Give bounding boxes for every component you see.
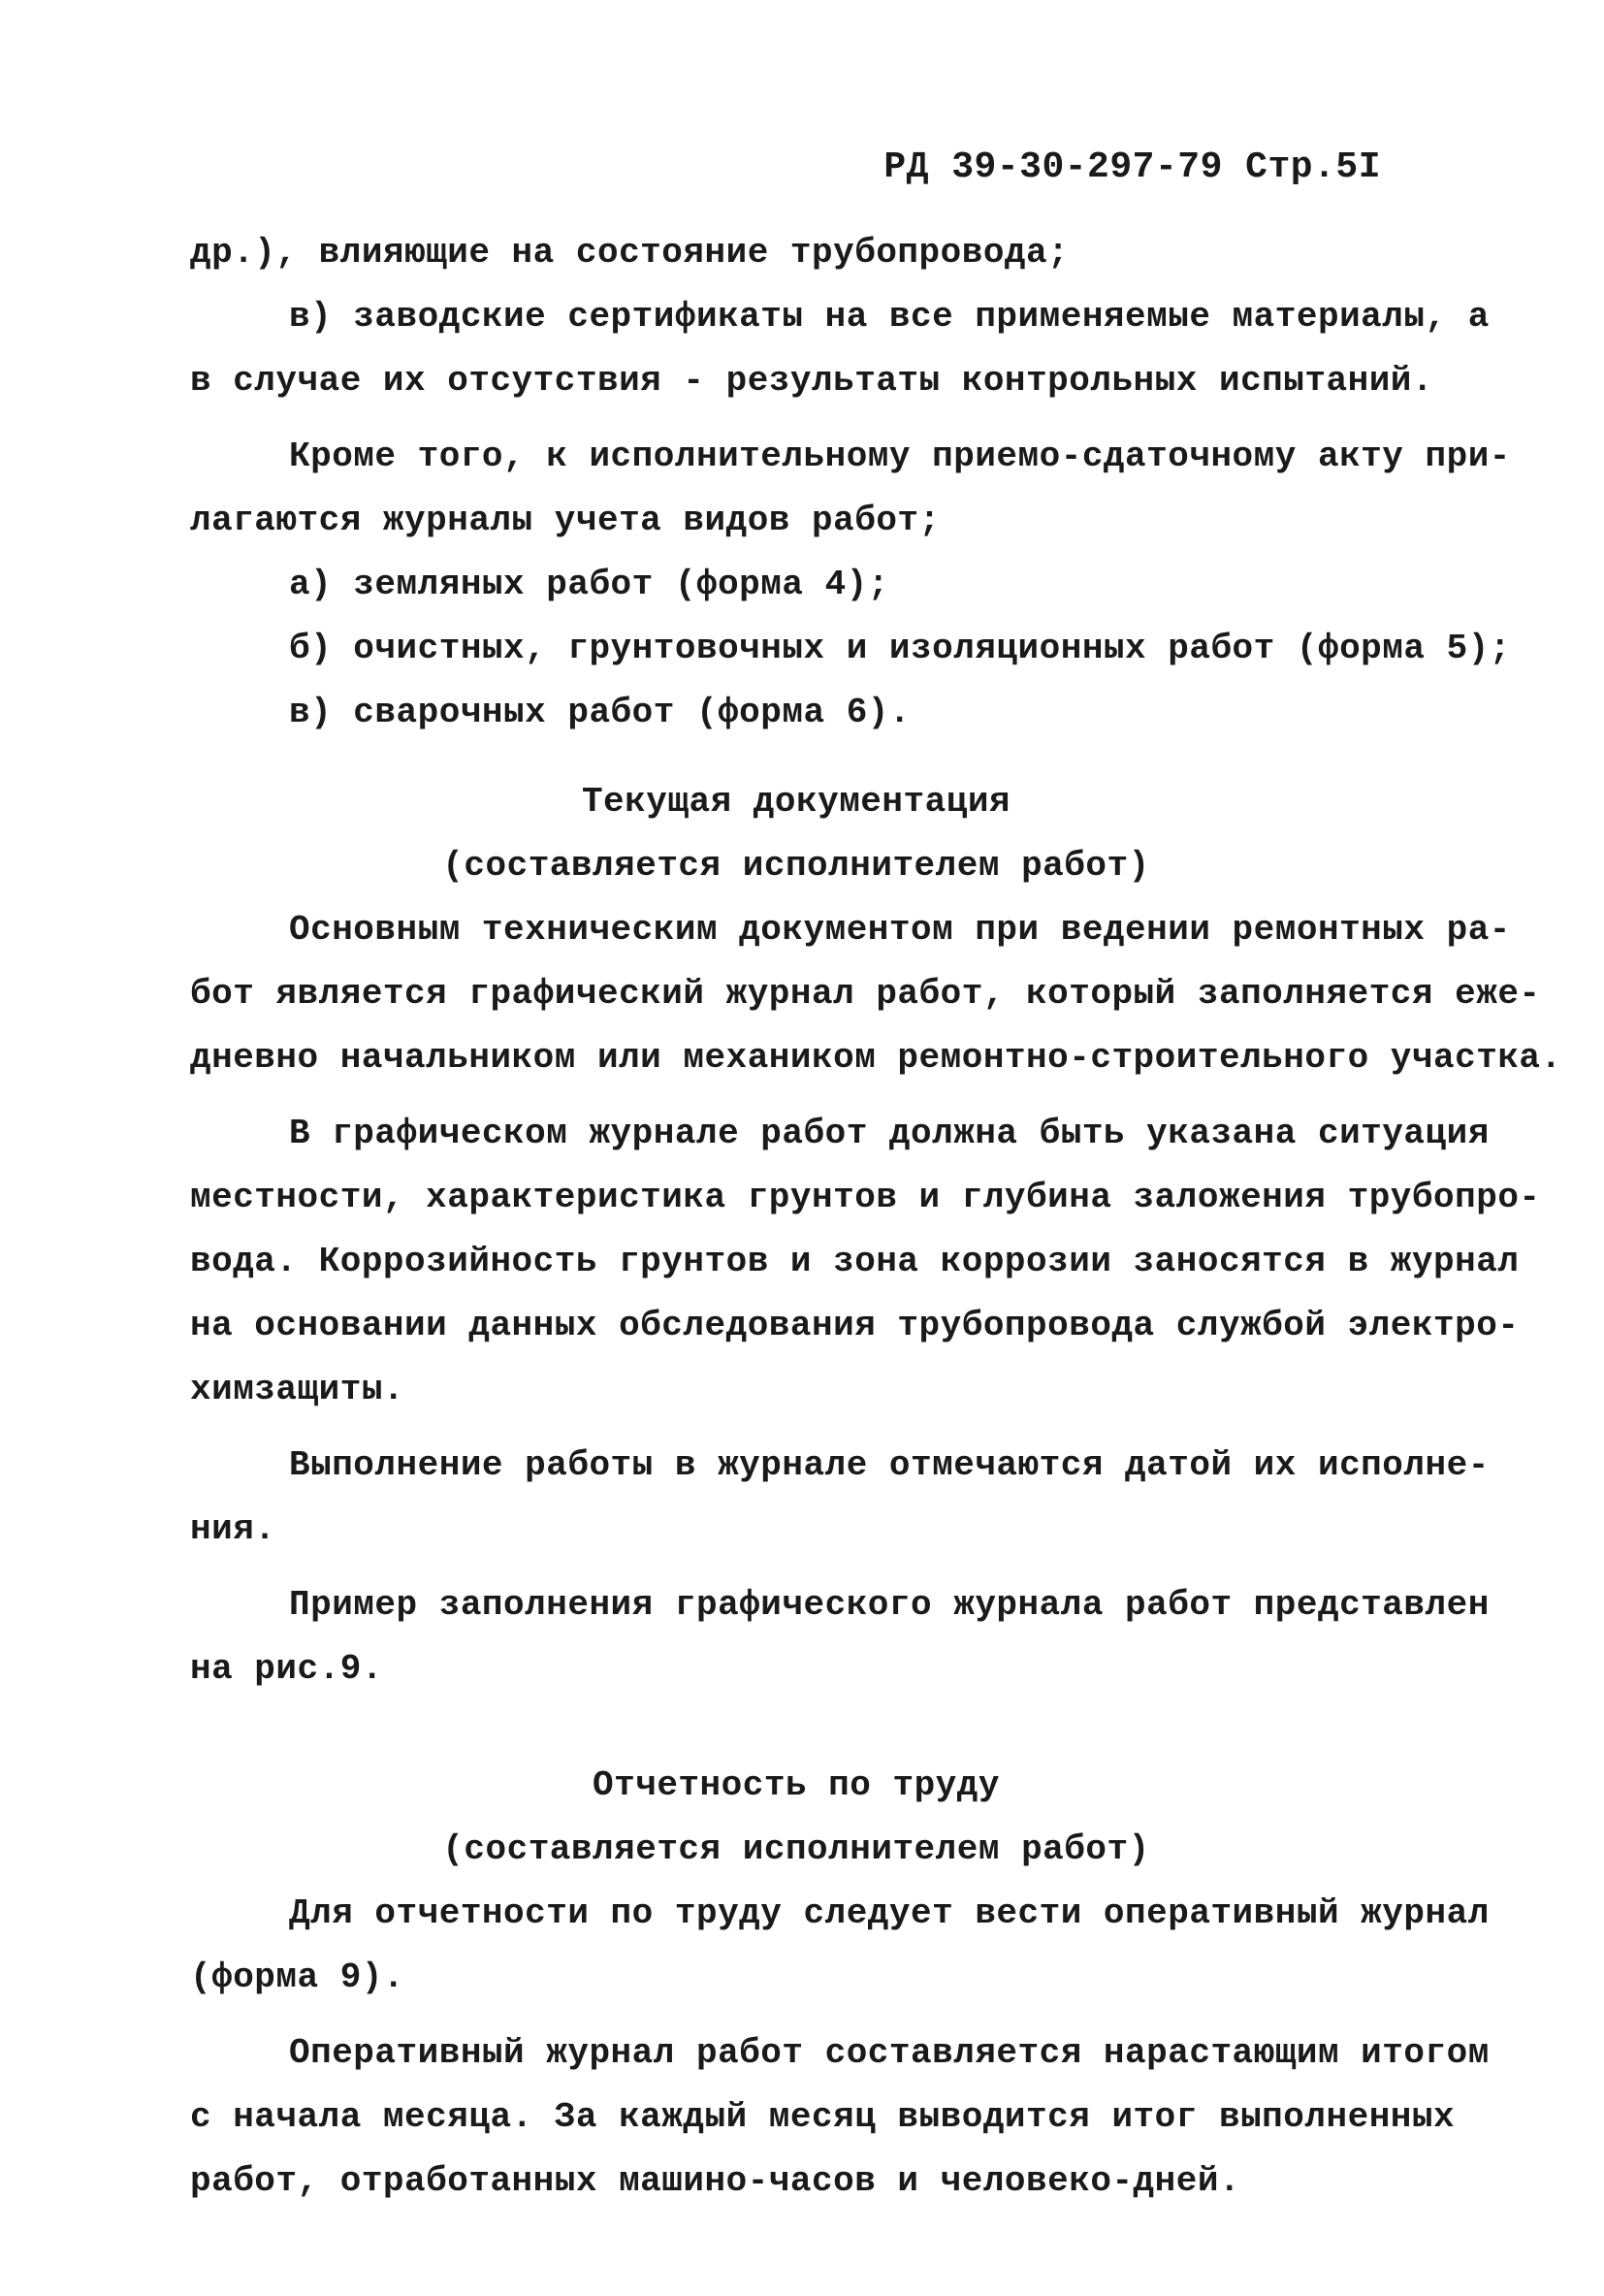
text-line: местности, характеристика грунтов и глубина заложения трубопро-	[190, 1178, 1541, 1217]
text-line: дневно начальником или механиком ремонтно-строительного участка.	[190, 1038, 1562, 1078]
section-heading: Отчетность по труду	[593, 1765, 1000, 1805]
text-line: на рис.9.	[190, 1649, 383, 1689]
text-line: др.), влияющие на состояние трубопровода;	[190, 233, 1070, 273]
page-header: РД 39-30-297-79 Стр.5I	[883, 146, 1381, 188]
text-line: Основным техническим документом при ведении ремонтных ра-	[289, 910, 1511, 950]
text-line: бот является графический журнал работ, который заполняется еже-	[190, 974, 1541, 1014]
text-line: вода. Коррозийность грунтов и зона коррозии заносятся в журнал	[190, 1242, 1520, 1281]
text-line: (форма 9).	[190, 1957, 405, 1997]
text-line: Выполнение работы в журнале отмечаются датой их исполне-	[289, 1445, 1490, 1485]
text-line: Кроме того, к исполнительному приемо-сдаточному акту при-	[289, 437, 1511, 476]
text-line: В графическом журнале работ должна быть указана ситуация	[289, 1114, 1490, 1153]
text-line: работ, отработанных машино-часов и человеко-дней.	[190, 2161, 1241, 2201]
text-line: Для отчетности по труду следует вести оперативный журнал	[289, 1893, 1490, 1933]
text-line: с начала месяца. За каждый месяц выводится итог выполненных	[190, 2097, 1456, 2137]
list-item: а) земляных работ (форма 4);	[289, 565, 889, 604]
text-line: Оперативный журнал работ составляется нарастающим итогом	[289, 2033, 1490, 2073]
text-line: Пример заполнения графического журнала работ представлен	[289, 1585, 1490, 1625]
text-line: ния.	[190, 1509, 276, 1549]
list-item: б) очистных, грунтовочных и изоляционных работ (форма 5);	[289, 629, 1511, 668]
section-heading: Текущая документация	[581, 782, 1011, 822]
document-body	[190, 221, 1562, 2214]
text-line: в случае их отсутствия - результаты контрольных испытаний.	[190, 361, 1434, 401]
text-line: на основании данных обследования трубопровода службой электро-	[190, 1306, 1520, 1345]
text-line: в) заводские сертификаты на все применяемые материалы, а	[289, 297, 1490, 337]
section-subheading: (составляется исполнителем работ)	[442, 1829, 1150, 1869]
text-line: лагаются журналы учета видов работ;	[190, 501, 941, 540]
section-subheading: (составляется исполнителем работ)	[442, 846, 1150, 886]
list-item: в) сварочных работ (форма 6).	[289, 693, 912, 732]
text-line: химзащиты.	[190, 1370, 405, 1409]
